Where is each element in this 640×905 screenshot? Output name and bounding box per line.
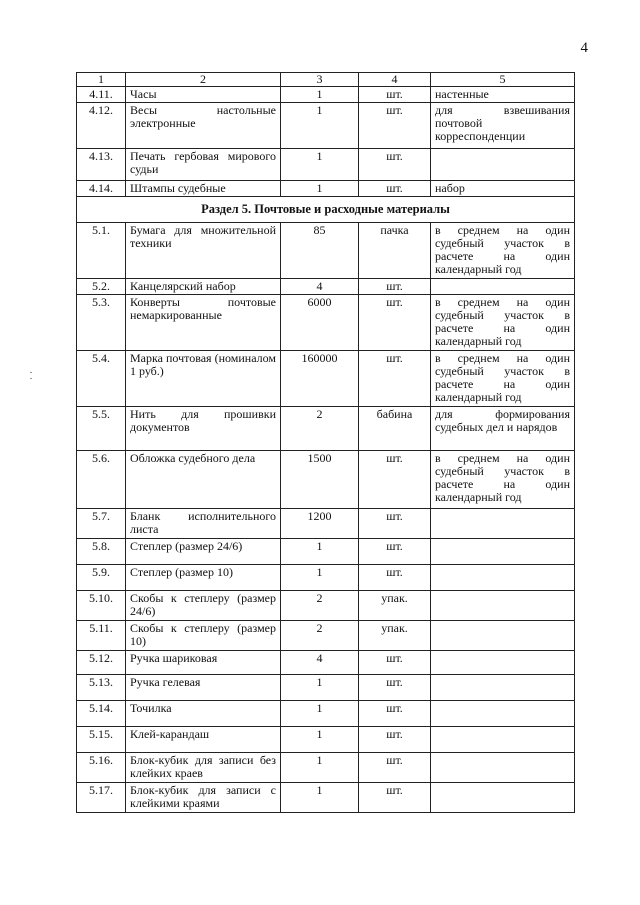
item-quantity: 1 [281, 181, 359, 197]
table-row [77, 539, 575, 565]
item-unit: шт. [359, 451, 431, 509]
item-unit: шт. [359, 783, 431, 813]
item-unit: шт. [359, 149, 431, 181]
item-quantity: 1 [281, 753, 359, 783]
row-number: 5.10. [77, 591, 126, 621]
item-quantity: 2 [281, 407, 359, 451]
item-name: Клей-карандаш [126, 727, 281, 753]
row-number: 5.12. [77, 651, 126, 675]
row-number: 5.13. [77, 675, 126, 701]
header-cell-1: 1 [77, 73, 126, 87]
row-number: 5.11. [77, 621, 126, 651]
item-name: Марка почтовая (номиналом 1 руб.) [126, 351, 281, 407]
item-note [431, 565, 575, 591]
header-cell-4: 4 [359, 73, 431, 87]
section-heading-row [77, 197, 575, 223]
item-quantity: 1 [281, 149, 359, 181]
item-name: Конверты почтовые немаркированные [126, 295, 281, 351]
item-name: Бланк исполнительного листа [126, 509, 281, 539]
item-name: Блок-кубик для записи без клейких краев [126, 753, 281, 783]
item-unit: шт. [359, 87, 431, 103]
item-quantity: 1 [281, 783, 359, 813]
row-number: 4.13. [77, 149, 126, 181]
item-name: Весы настольные электронные [126, 103, 281, 149]
item-unit: пачка [359, 223, 431, 279]
item-name: Бумага для множительной техники [126, 223, 281, 279]
table-row [77, 509, 575, 539]
item-name: Печать гербовая мирового судьи [126, 149, 281, 181]
item-name: Степлер (размер 10) [126, 565, 281, 591]
item-name: Ручка шариковая [126, 651, 281, 675]
row-number: 5.2. [77, 279, 126, 295]
item-name: Блок-кубик для записи с клейкими краями [126, 783, 281, 813]
item-note [431, 539, 575, 565]
item-name: Штампы судебные [126, 181, 281, 197]
row-number: 5.8. [77, 539, 126, 565]
table-row [77, 407, 575, 451]
item-note [431, 621, 575, 651]
item-unit: шт. [359, 701, 431, 727]
table-row [77, 701, 575, 727]
item-unit: шт. [359, 509, 431, 539]
item-unit: шт. [359, 103, 431, 149]
item-note: в среднем на один судебный участок в расчете на один календарный год [431, 295, 575, 351]
table-row [77, 351, 575, 407]
item-note [431, 753, 575, 783]
item-note [431, 591, 575, 621]
table-row [77, 651, 575, 675]
item-quantity: 1 [281, 539, 359, 565]
scan-mark [30, 378, 32, 379]
item-quantity: 1200 [281, 509, 359, 539]
specification-table [76, 72, 575, 813]
item-name: Точилка [126, 701, 281, 727]
item-note: настенные [431, 87, 575, 103]
item-unit: шт. [359, 727, 431, 753]
table-row [77, 591, 575, 621]
item-quantity: 160000 [281, 351, 359, 407]
item-note [431, 701, 575, 727]
item-note: для формирования судебных дел и нарядов [431, 407, 575, 451]
section-title: Раздел 5. Почтовые и расходные материалы [77, 197, 575, 223]
item-unit: упак. [359, 621, 431, 651]
table-row [77, 149, 575, 181]
row-number: 5.3. [77, 295, 126, 351]
row-number: 5.14. [77, 701, 126, 727]
item-quantity: 2 [281, 621, 359, 651]
item-note [431, 651, 575, 675]
table-row [77, 783, 575, 813]
item-note [431, 509, 575, 539]
item-note [431, 783, 575, 813]
header-cell-3: 3 [281, 73, 359, 87]
item-quantity: 1 [281, 701, 359, 727]
item-quantity: 85 [281, 223, 359, 279]
table-row [77, 675, 575, 701]
item-name: Часы [126, 87, 281, 103]
table-header-row [77, 73, 575, 87]
item-unit: шт. [359, 295, 431, 351]
item-quantity: 4 [281, 279, 359, 295]
row-number: 5.6. [77, 451, 126, 509]
table-row [77, 565, 575, 591]
table-row [77, 279, 575, 295]
item-quantity: 6000 [281, 295, 359, 351]
item-name: Канцелярский набор [126, 279, 281, 295]
item-quantity: 1 [281, 565, 359, 591]
row-number: 5.5. [77, 407, 126, 451]
item-note [431, 279, 575, 295]
table-row [77, 181, 575, 197]
item-quantity: 1 [281, 103, 359, 149]
row-number: 5.1. [77, 223, 126, 279]
item-quantity: 4 [281, 651, 359, 675]
item-note: в среднем на один судебный участок в расчете на один календарный год [431, 451, 575, 509]
row-number: 4.11. [77, 87, 126, 103]
row-number: 5.16. [77, 753, 126, 783]
item-name: Скобы к степлеру (размер 10) [126, 621, 281, 651]
item-unit: шт. [359, 565, 431, 591]
table-row [77, 727, 575, 753]
item-unit: бабина [359, 407, 431, 451]
table-row [77, 223, 575, 279]
item-quantity: 1500 [281, 451, 359, 509]
row-number: 5.17. [77, 783, 126, 813]
row-number: 5.15. [77, 727, 126, 753]
header-cell-2: 2 [126, 73, 281, 87]
item-name: Скобы к степлеру (размер 24/6) [126, 591, 281, 621]
item-note: набор [431, 181, 575, 197]
item-name: Обложка судебного дела [126, 451, 281, 509]
item-unit: шт. [359, 675, 431, 701]
table-row [77, 753, 575, 783]
row-number: 4.14. [77, 181, 126, 197]
row-number: 5.4. [77, 351, 126, 407]
item-quantity: 2 [281, 591, 359, 621]
item-unit: шт. [359, 279, 431, 295]
item-note [431, 149, 575, 181]
table-row [77, 103, 575, 149]
item-note: для взвешивания почтовой корреспонденции [431, 103, 575, 149]
item-note [431, 727, 575, 753]
item-name: Степлер (размер 24/6) [126, 539, 281, 565]
item-quantity: 1 [281, 675, 359, 701]
item-unit: шт. [359, 539, 431, 565]
row-number: 4.12. [77, 103, 126, 149]
header-cell-5: 5 [431, 73, 575, 87]
item-unit: шт. [359, 181, 431, 197]
row-number: 5.9. [77, 565, 126, 591]
table-row [77, 87, 575, 103]
item-unit: шт. [359, 351, 431, 407]
page-number: 4 [580, 40, 588, 56]
table-row [77, 451, 575, 509]
item-note: в среднем на один судебный участок в расчете на один календарный год [431, 223, 575, 279]
table-row [77, 621, 575, 651]
item-note: в среднем на один судебный участок в расчете на один календарный год [431, 351, 575, 407]
row-number: 5.7. [77, 509, 126, 539]
item-unit: шт. [359, 753, 431, 783]
scan-mark [30, 372, 32, 373]
item-name: Нить для прошивки документов [126, 407, 281, 451]
table-row [77, 295, 575, 351]
item-unit: шт. [359, 651, 431, 675]
item-unit: упак. [359, 591, 431, 621]
item-quantity: 1 [281, 727, 359, 753]
item-note [431, 675, 575, 701]
item-quantity: 1 [281, 87, 359, 103]
item-name: Ручка гелевая [126, 675, 281, 701]
